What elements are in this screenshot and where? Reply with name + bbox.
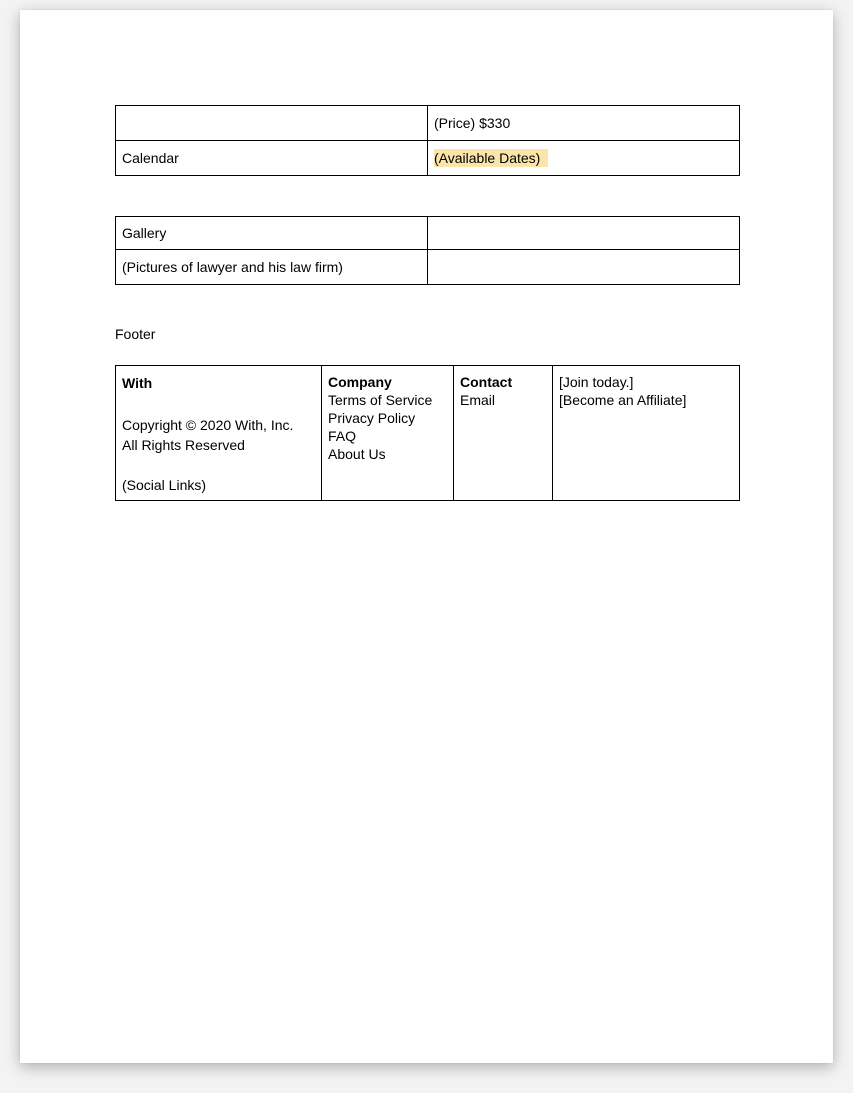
gallery-table [115, 216, 740, 285]
gallery-label: Gallery [116, 217, 428, 250]
table-row [116, 366, 740, 501]
company-heading: Company [328, 374, 392, 390]
pricing-table [115, 105, 740, 176]
become-affiliate-link[interactable]: [Become an Affiliate] [559, 392, 687, 408]
gallery-description: (Pictures of lawyer and his law firm) [116, 250, 428, 285]
email-link[interactable]: Email [460, 392, 496, 408]
privacy-link[interactable]: Privacy Policy [328, 410, 416, 426]
available-dates-highlight: (Available Dates) [434, 149, 548, 167]
table-row [116, 141, 740, 176]
footer-company-cell [322, 366, 454, 501]
table-row [116, 217, 740, 250]
footer-cta-cell [553, 366, 740, 501]
join-today-link[interactable]: [Join today.] [559, 374, 634, 390]
table-row [116, 250, 740, 285]
footer-contact-cell [454, 366, 553, 501]
calendar-label: Calendar [116, 141, 428, 176]
rights-text: All Rights Reserved [122, 437, 245, 453]
table-row [116, 106, 740, 141]
social-links[interactable]: (Social Links) [122, 477, 207, 493]
copyright-text: Copyright © 2020 With, Inc. [122, 417, 294, 433]
document-page [20, 10, 833, 1063]
footer-heading: Footer [115, 326, 156, 342]
footer-brand-cell [116, 366, 322, 501]
price-cell: (Price) $330 [428, 106, 740, 141]
table-cell [116, 106, 428, 141]
brand-name: With [122, 375, 153, 391]
faq-link[interactable]: FAQ [328, 428, 357, 444]
footer-table [115, 365, 740, 501]
about-link[interactable]: About Us [328, 446, 386, 462]
table-cell [428, 217, 740, 250]
contact-heading: Contact [460, 374, 513, 390]
terms-link[interactable]: Terms of Service [328, 392, 433, 408]
available-dates-cell [428, 141, 740, 176]
table-cell [428, 250, 740, 285]
